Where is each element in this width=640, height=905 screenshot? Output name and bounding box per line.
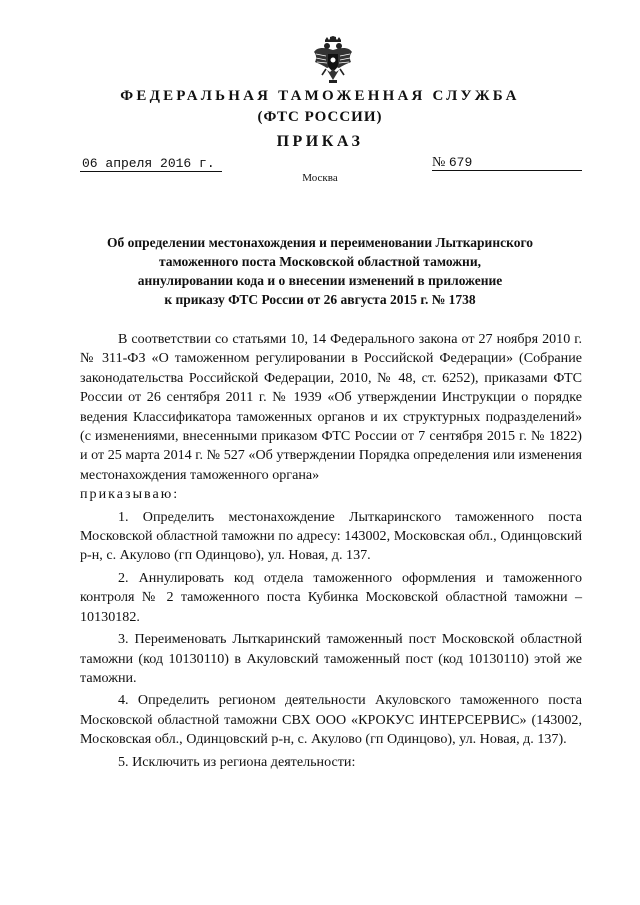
order-item-1: 1. Определить местонахождение Лыткаринского таможенного поста Московской областной таможни по адресу: 143002, Московская обл., Одинцовский р-н, с. Акулово (гп Одинцово), ул. Новая, д. 137. bbox=[80, 508, 582, 564]
order-number-line bbox=[432, 155, 582, 171]
order-item-5: 5. Исключить из региона деятельности: bbox=[118, 753, 356, 770]
title-line: Об определении местонахождения и переименовании Лыткаринского bbox=[107, 235, 533, 250]
order-date: 06 апреля 2016 г. bbox=[80, 157, 222, 172]
order-number: 679 bbox=[448, 155, 473, 170]
order-item-4: 4. Определить регионом деятельности Акуловского таможенного поста Московской областной таможни СВХ ООО «КРОКУС ИНТЕРСЕРВИС» (143002, Московская обл., Одинцовский р-н, с. Акулово (гп Одинцово), ул. Новая, д. 137). bbox=[80, 692, 582, 748]
document-type: ПРИКАЗ bbox=[276, 133, 364, 150]
title-line: аннулировании кода и о внесении изменений в приложение bbox=[137, 273, 503, 288]
document-body bbox=[80, 330, 582, 775]
double-headed-eagle-icon bbox=[312, 36, 354, 86]
org-name: ФЕДЕРАЛЬНАЯ ТАМОЖЕННАЯ СЛУЖБА bbox=[120, 88, 520, 104]
number-prefix: № bbox=[432, 155, 446, 170]
title-line: к приказу ФТС России от 26 августа 2015 г. № 1738 bbox=[164, 292, 476, 307]
city: Москва bbox=[302, 172, 338, 184]
order-word: приказываю: bbox=[80, 486, 180, 503]
title-line: таможенного поста Московской областной таможни, bbox=[158, 254, 481, 269]
order-item-2: 2. Аннулировать код отдела таможенного оформления и таможенного контроля № 2 таможенного поста Кубинка Московской областной таможни – 10130182. bbox=[80, 569, 582, 625]
order-item-3: 3. Переименовать Лыткаринский таможенный пост Московской областной таможни (код 10130110) в Акуловский таможенный пост (код 10130110) этой же таможни. bbox=[80, 631, 582, 686]
org-short-name: (ФТС РОССИИ) bbox=[257, 109, 383, 125]
document-title bbox=[95, 233, 545, 309]
preamble-paragraph: В соответствии со статьями 10, 14 Федерального закона от 27 ноября 2010 г. № 311-ФЗ «О таможенном регулировании в Российской Федерации» (Собрание законодательства Российской Федерации, 2010, № 48, ст. 6252), приказами ФТС России от 26 сентября 2011 г. № 1939 «Об утверждении Инструкции о порядке ведения Классификатора таможенных органов и их структурных подразделений» (с изменениями, внесенными приказом ФТС России от 7 сентября 2015 г. № 1822) и от 25 марта 2014 г. № 527 «Об утверждении Порядка определения или изменения местонахождения таможенного органа» bbox=[80, 331, 582, 483]
